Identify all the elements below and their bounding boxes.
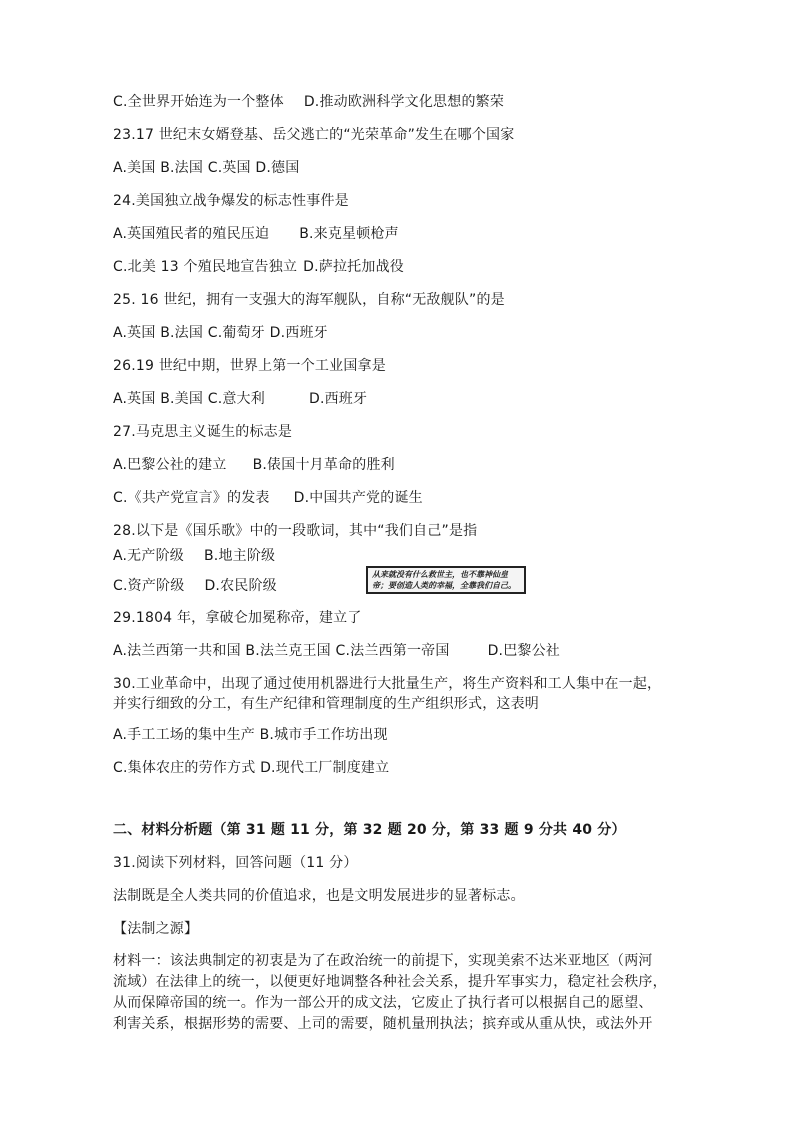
q29-stem: 29.1804 年，拿破仑加冕称帝，建立了 xyxy=(113,610,362,626)
subheading: 【法制之源】 xyxy=(113,921,199,937)
q30-options-ab: A.手工工场的集中生产 B.城市手工作坊出现 xyxy=(113,727,388,743)
q29-options-abc: A.法兰西第一共和国 B.法兰克王国 C.法兰西第一帝国 xyxy=(113,643,450,659)
q27-options-cd xyxy=(113,488,423,508)
q26-options xyxy=(113,389,367,409)
q22-options-cd xyxy=(113,92,504,112)
q25-options: A.英国 B.法国 C.葡萄牙 D.西班牙 xyxy=(113,325,328,341)
q28-option-c: C.资产阶级 xyxy=(113,578,185,594)
q27-option-a: A.巴黎公社的建立 xyxy=(113,457,227,473)
lyrics-excerpt-image: 从来就没有什么救世主，也不靠神仙皇帝；要创造人类的幸福，全靠我们自己。 xyxy=(366,566,526,594)
q27-option-d: D.中国共产党的诞生 xyxy=(293,490,423,506)
q24-option-d: D.萨拉托加战役 xyxy=(303,259,404,275)
q30-options-cd: C.集体农庄的劳作方式 D.现代工厂制度建立 xyxy=(113,760,390,776)
q25-stem: 25. 16 世纪，拥有一支强大的海军舰队，自称“无敌舰队”的是 xyxy=(113,292,505,308)
q31-stem: 31.阅读下列材料，回答问题（11 分） xyxy=(113,855,358,871)
q27-option-c: C.《共产党宣言》的发表 xyxy=(113,490,270,506)
section-heading: 二、材料分析题（第 31 题 11 分，第 32 题 20 分，第 33 题 9 分共 40 分） xyxy=(113,822,626,838)
q26-stem: 26.19 世纪中期，世界上第一个工业国拿是 xyxy=(113,358,386,374)
material-line-3: 从而保障帝国的统一。作为一部公开的成文法，它废止了执行者可以根据自己的愿望、 xyxy=(113,995,653,1011)
q27-stem: 27.马克思主义诞生的标志是 xyxy=(113,424,293,440)
q27-option-b: B.俵国十月革命的胜利 xyxy=(252,457,395,473)
q22-option-d: D.推动欧洲科学文化思想的繁荣 xyxy=(303,94,505,110)
q24-stem: 24.美国独立战争爆发的标志性事件是 xyxy=(113,193,349,209)
material-line-4: 利害关系，根据形势的需要、上司的需要，随机量刑执法；摈弃或从重从快，或法外开 xyxy=(113,1016,653,1032)
q24-option-c: C.北美 13 个殖民地宣告独立 xyxy=(113,259,298,275)
material-line-2: 流域）在法律上的统一，以便更好地调整各种社会关系，提升军事实力，稳定社会秩序， xyxy=(113,974,667,990)
q26-option-d: D.西班牙 xyxy=(308,391,368,407)
q28-stem: 28.以下是《国乐歌》中的一段歌词，其中“我们自己”是指 xyxy=(113,523,478,539)
q28-options-cd xyxy=(113,576,277,596)
q26-options-abc: A.英国 B.美国 C.意大利 xyxy=(113,391,265,407)
q28-option-b: B.地主阶级 xyxy=(203,548,276,564)
q28-option-d: D.农民阶级 xyxy=(204,578,277,594)
q30-stem-line2: 并实行细致的分工，有生产纪律和管理制度的生产组织形式，这表明 xyxy=(113,696,539,712)
q29-option-d: D.巴黎公社 xyxy=(487,643,560,659)
q28-options-ab xyxy=(113,546,275,566)
q28-option-a: A.无产阶级 xyxy=(113,548,184,564)
q29-options xyxy=(113,641,560,661)
q24-options-cd xyxy=(113,257,404,277)
q24-option-a: A.英国殖民者的殖民压迫 xyxy=(113,226,270,242)
intro-text: 法制既是全人类共同的价值追求，也是文明发展进步的显著标志。 xyxy=(113,888,525,904)
q23-options: A.美国 B.法国 C.英国 D.德国 xyxy=(113,160,300,176)
material-line-1: 材料一：该法典制定的初衷是为了在政治统一的前提下，实现美索不达米亚地区（两河 xyxy=(113,953,653,969)
q22-option-c: C.全世界开始连为一个整体 xyxy=(113,94,284,110)
q24-options-ab xyxy=(113,224,399,244)
q23-stem: 23.17 世纪末女婿登基、岳父逃亡的“光荣革命”发生在哪个国家 xyxy=(113,127,515,143)
q30-stem-line1: 30.工业革命中，出现了通过使用机器进行大批量生产，将生产资料和工人集中在一起， xyxy=(113,676,662,692)
q27-options-ab xyxy=(113,455,395,475)
q24-option-b: B.来克星顿枪声 xyxy=(299,226,399,242)
